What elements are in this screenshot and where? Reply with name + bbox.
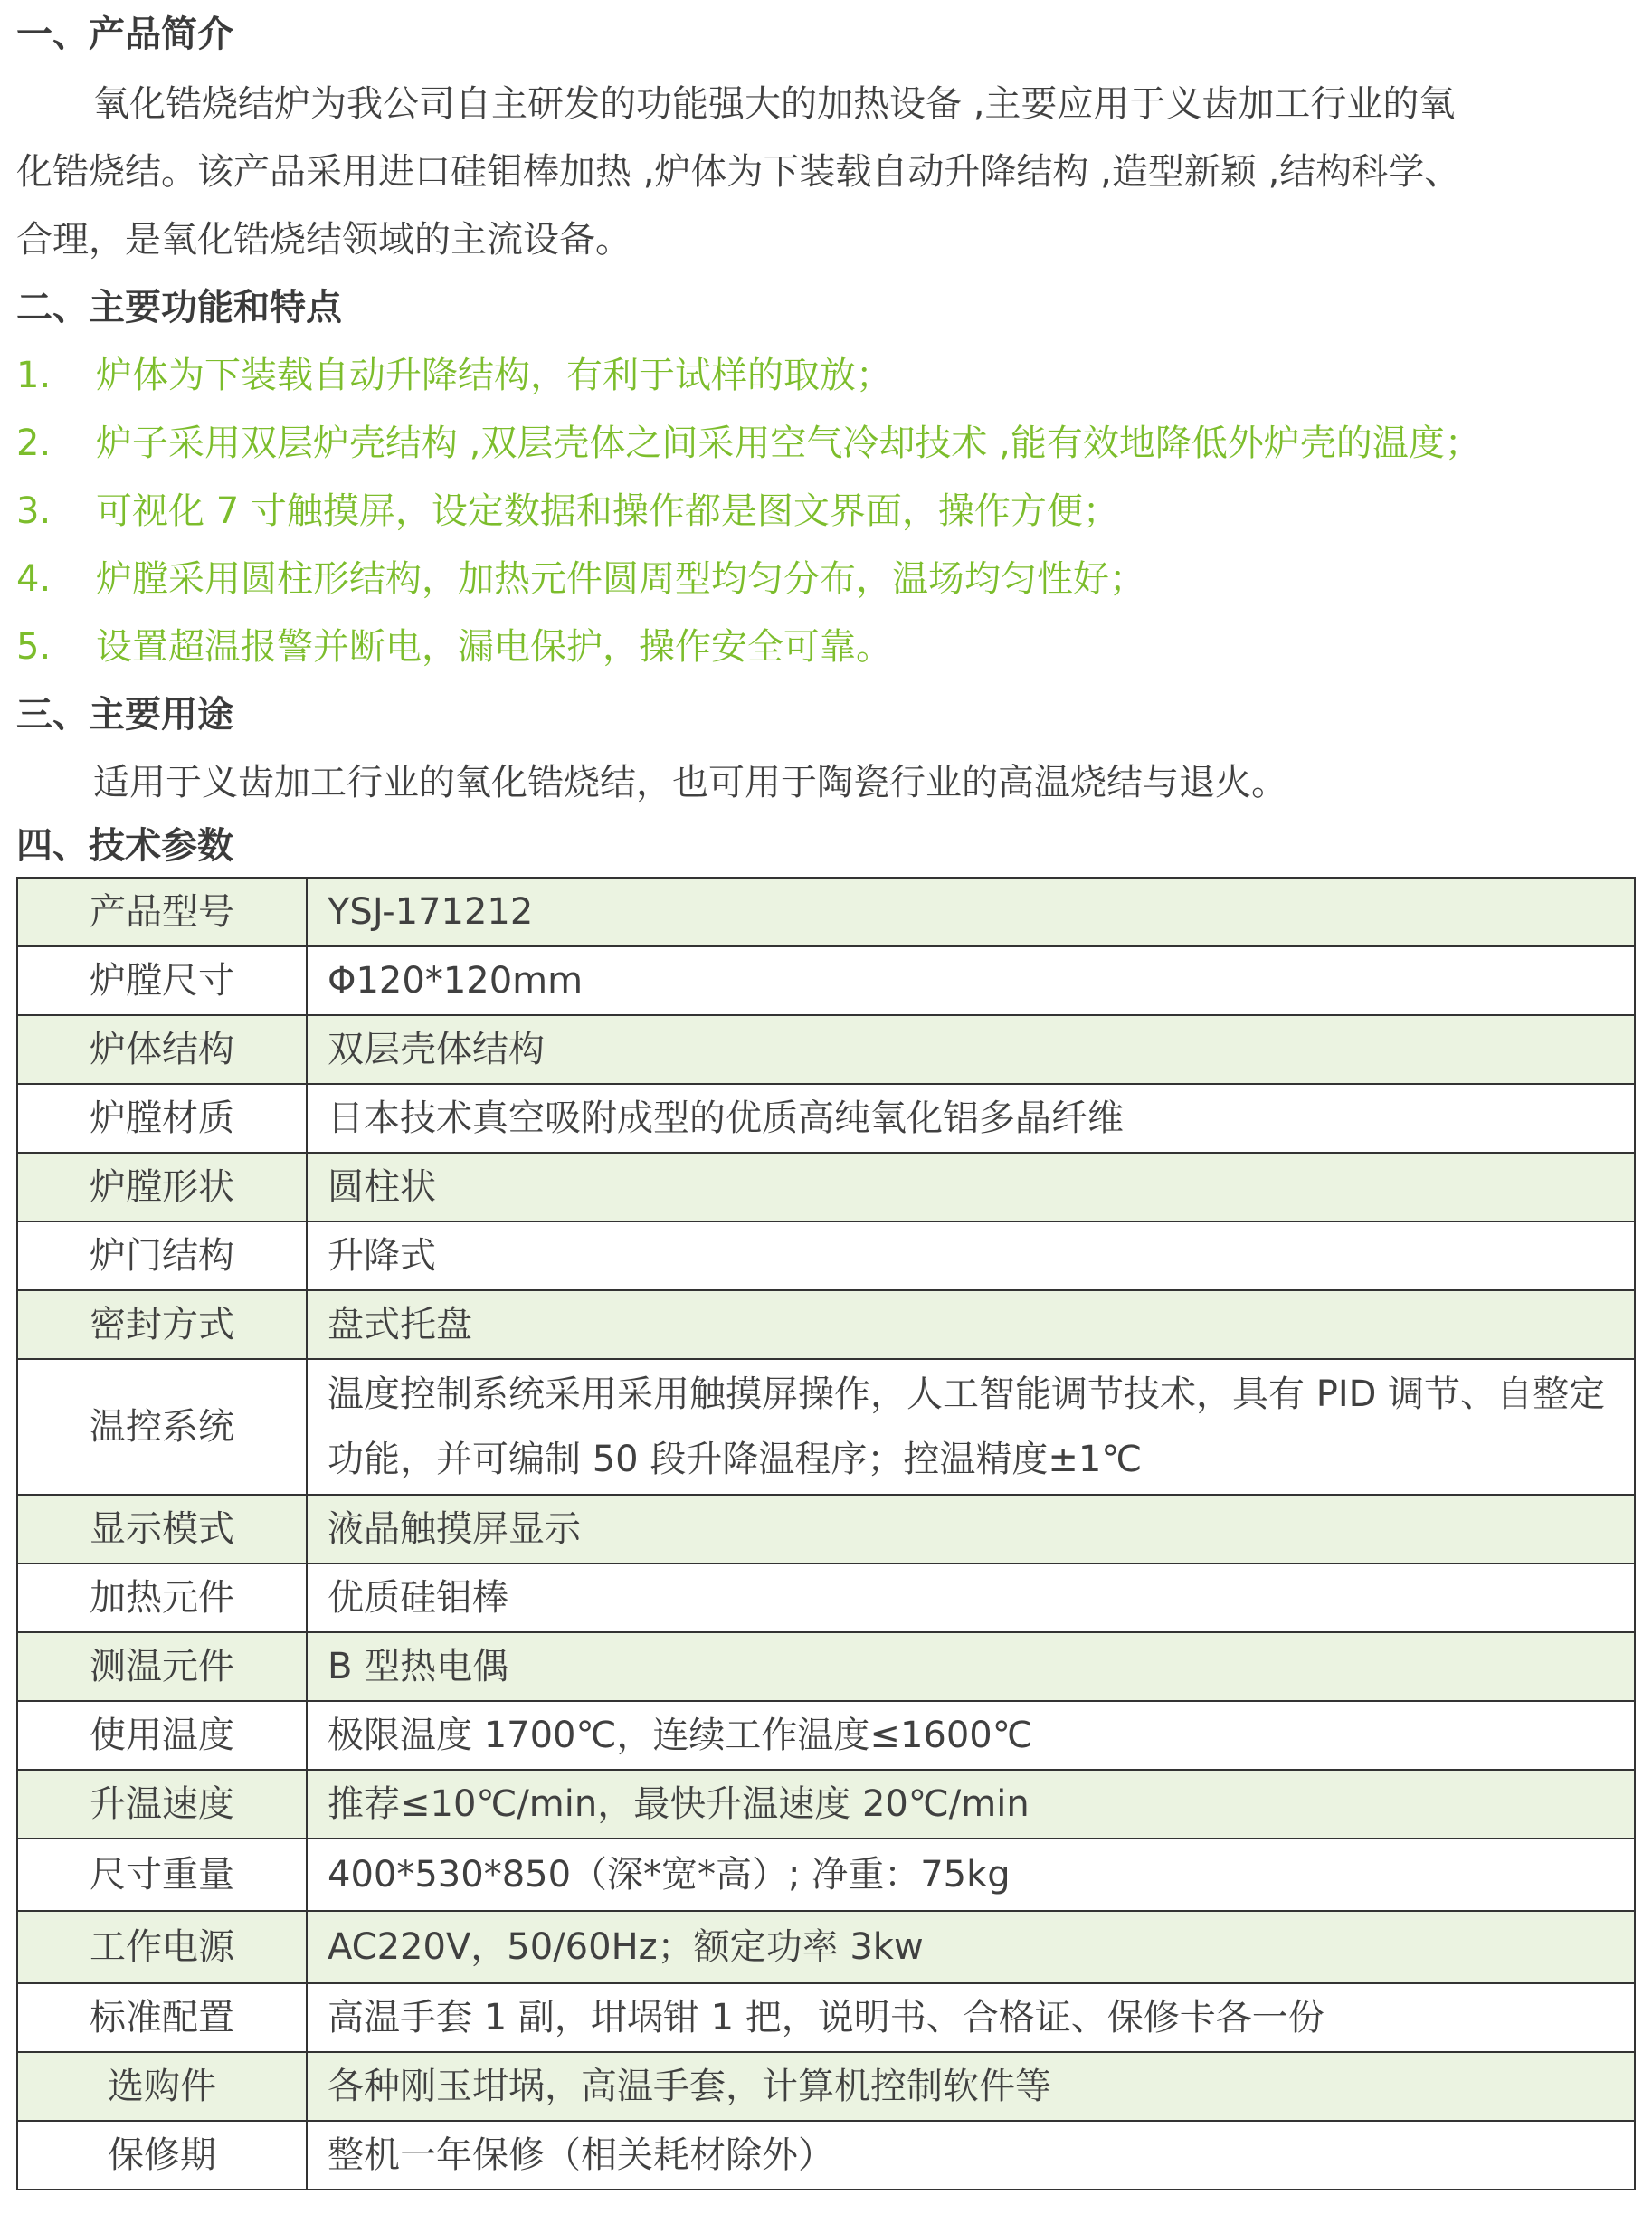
usage-heading: 三、主要用途 bbox=[16, 694, 233, 736]
feature-item-text: 可视化 7 寸触摸屏，设定数据和操作都是图文界面，操作方便； bbox=[96, 490, 1119, 532]
intro-paragraph-line-1: 氧化锆烧结炉为我公司自主研发的功能强大的加热设备 ,主要应用于义齿加工行业的氧 bbox=[93, 83, 1456, 125]
spec-table bbox=[16, 877, 1636, 2190]
spec-label: 炉体结构 bbox=[17, 1015, 307, 1084]
spec-row bbox=[17, 1084, 1635, 1153]
features-heading: 二、主要功能和特点 bbox=[16, 287, 342, 328]
spec-value: 盘式托盘 bbox=[307, 1290, 1635, 1359]
feature-item-text: 炉膛采用圆柱形结构，加热元件圆周型均匀分布，温场均匀性好； bbox=[96, 558, 1145, 600]
usage-text: 适用于义齿加工行业的氧化锆烧结，也可用于陶瓷行业的高温烧结与退火。 bbox=[93, 762, 1287, 803]
spec-value: 液晶触摸屏显示 bbox=[307, 1495, 1635, 1563]
spec-value: 圆柱状 bbox=[307, 1153, 1635, 1221]
spec-value: 双层壳体结构 bbox=[307, 1015, 1635, 1084]
spec-label: 工作电源 bbox=[17, 1911, 307, 1983]
spec-row bbox=[17, 1632, 1635, 1701]
spec-label: 密封方式 bbox=[17, 1290, 307, 1359]
feature-item-text: 炉子采用双层炉壳结构 ,双层壳体之间采用空气冷却技术 ,能有效地降低外炉壳的温度； bbox=[96, 423, 1481, 464]
spec-row bbox=[17, 1221, 1635, 1290]
feature-item-number: 3. bbox=[16, 490, 52, 532]
spec-row bbox=[17, 1983, 1635, 2052]
spec-label: 炉膛尺寸 bbox=[17, 946, 307, 1015]
feature-item-text: 炉体为下装载自动升降结构，有利于试样的取放； bbox=[96, 355, 892, 396]
feature-item-number: 5. bbox=[16, 626, 52, 668]
spec-value: YSJ-171212 bbox=[307, 878, 1635, 946]
spec-value: 推荐≤10℃/min，最快升温速度 20℃/min bbox=[307, 1770, 1635, 1839]
spec-value: B 型热电偶 bbox=[307, 1632, 1635, 1701]
feature-item-number: 2. bbox=[16, 423, 52, 464]
specs-heading: 四、技术参数 bbox=[16, 825, 233, 867]
intro-heading: 一、产品简介 bbox=[16, 14, 233, 55]
spec-row bbox=[17, 878, 1635, 946]
spec-row bbox=[17, 2121, 1635, 2190]
feature-item-2 bbox=[16, 423, 1481, 464]
spec-label: 尺寸重量 bbox=[17, 1839, 307, 1911]
spec-row bbox=[17, 1701, 1635, 1770]
spec-row bbox=[17, 1911, 1635, 1983]
spec-label: 保修期 bbox=[17, 2121, 307, 2190]
spec-value: 400*530*850（深*宽*高）; 净重：75kg bbox=[307, 1839, 1635, 1911]
spec-label: 标准配置 bbox=[17, 1983, 307, 2052]
spec-label: 加热元件 bbox=[17, 1563, 307, 1632]
intro-paragraph-line-3: 合理，是氧化锆烧结领域的主流设备。 bbox=[16, 219, 631, 261]
spec-row bbox=[17, 1015, 1635, 1084]
feature-item-text: 设置超温报警并断电，漏电保护，操作安全可靠。 bbox=[96, 626, 892, 668]
spec-label: 炉门结构 bbox=[17, 1221, 307, 1290]
spec-row bbox=[17, 2052, 1635, 2121]
spec-label: 升温速度 bbox=[17, 1770, 307, 1839]
feature-item-number: 1. bbox=[16, 355, 52, 396]
spec-value: 升降式 bbox=[307, 1221, 1635, 1290]
spec-label: 测温元件 bbox=[17, 1632, 307, 1701]
spec-label: 使用温度 bbox=[17, 1701, 307, 1770]
spec-label: 选购件 bbox=[17, 2052, 307, 2121]
spec-value: 优质硅钼棒 bbox=[307, 1563, 1635, 1632]
spec-row bbox=[17, 946, 1635, 1015]
spec-label: 炉膛形状 bbox=[17, 1153, 307, 1221]
spec-label: 产品型号 bbox=[17, 878, 307, 946]
feature-item-3 bbox=[16, 490, 1119, 532]
spec-label: 温控系统 bbox=[17, 1359, 307, 1495]
spec-value: 日本技术真空吸附成型的优质高纯氧化铝多晶纤维 bbox=[307, 1084, 1635, 1153]
intro-paragraph-line-2: 化锆烧结。该产品采用进口硅钼棒加热 ,炉体为下装载自动升降结构 ,造型新颖 ,结构科学、 bbox=[16, 151, 1461, 193]
feature-item-1 bbox=[16, 357, 892, 394]
spec-value: Φ120*120mm bbox=[307, 946, 1635, 1015]
spec-value: 高温手套 1 副，坩埚钳 1 把，说明书、合格证、保修卡各一份 bbox=[307, 1983, 1635, 2052]
spec-row bbox=[17, 1359, 1635, 1495]
spec-label: 显示模式 bbox=[17, 1495, 307, 1563]
spec-value: 各种刚玉坩埚，高温手套，计算机控制软件等 bbox=[307, 2052, 1635, 2121]
spec-row bbox=[17, 1290, 1635, 1359]
feature-item-4 bbox=[16, 558, 1145, 600]
spec-row bbox=[17, 1839, 1635, 1911]
feature-item-number: 4. bbox=[16, 558, 52, 600]
spec-row bbox=[17, 1770, 1635, 1839]
spec-value: AC220V，50/60Hz；额定功率 3kw bbox=[307, 1911, 1635, 1983]
feature-item-5 bbox=[16, 626, 892, 668]
spec-value: 整机一年保修（相关耗材除外） bbox=[307, 2121, 1635, 2190]
spec-row bbox=[17, 1563, 1635, 1632]
spec-value: 温度控制系统采用采用触摸屏操作，人工智能调节技术，具有 PID 调节、自整定功能，并可编制 50 段升降温程序；控温精度±1℃ bbox=[307, 1359, 1635, 1495]
spec-row bbox=[17, 1495, 1635, 1563]
spec-value: 极限温度 1700℃，连续工作温度≤1600℃ bbox=[307, 1701, 1635, 1770]
spec-row bbox=[17, 1153, 1635, 1221]
spec-label: 炉膛材质 bbox=[17, 1084, 307, 1153]
